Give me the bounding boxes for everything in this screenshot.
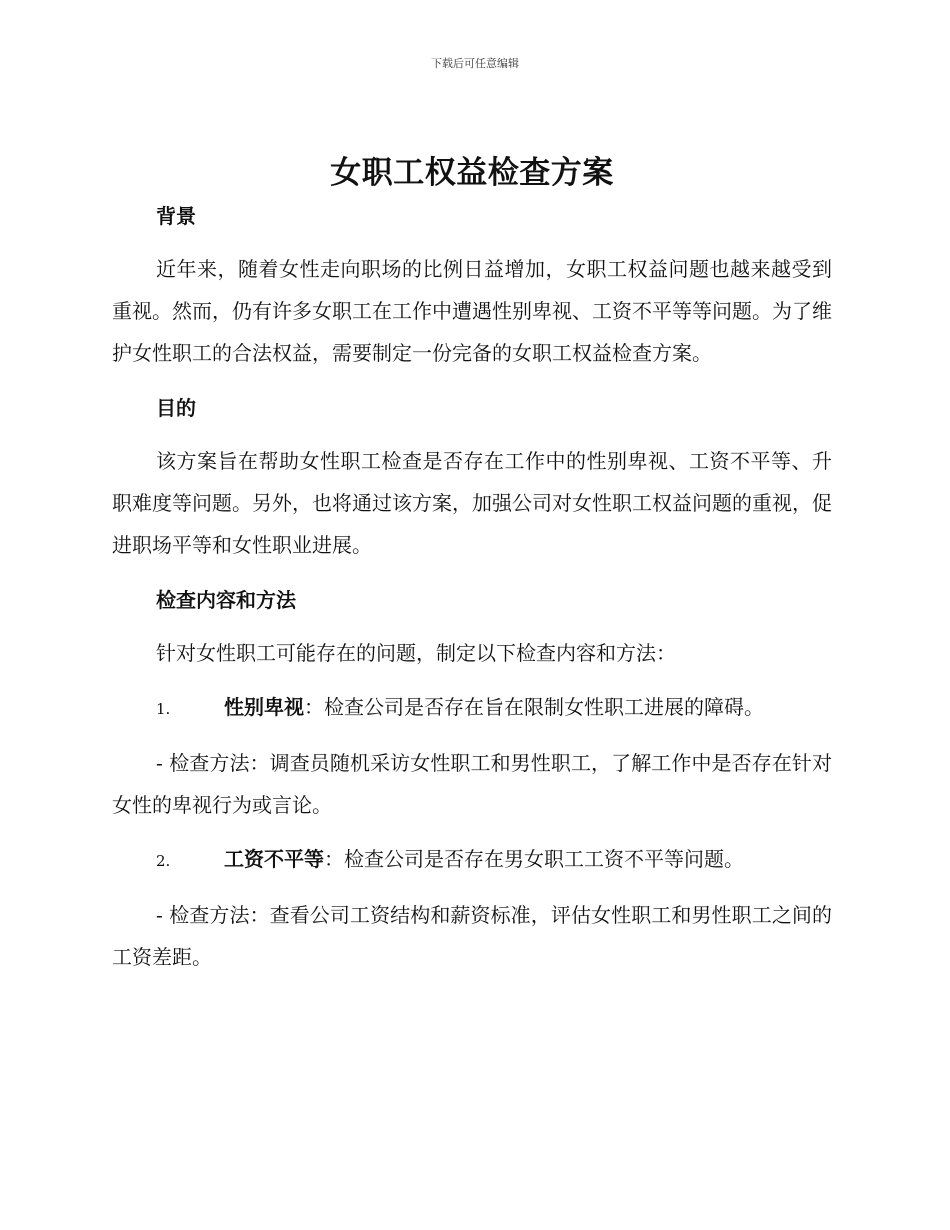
list-item-text: ：检查公司是否存在旨在限制女性职工进展的障碍。 bbox=[304, 695, 764, 719]
list-item-text: ：检查公司是否存在男女职工工资不平等问题。 bbox=[324, 847, 744, 871]
document-body bbox=[112, 150, 832, 978]
list-item-method: - 检查方法：调查员随机采访女性职工和男性职工，了解工作中是否存在针对女性的卑视行为或言论。 bbox=[112, 751, 832, 817]
section-heading-purpose: 目的 bbox=[156, 396, 196, 420]
page-header-note: 下载后可任意编辑 bbox=[431, 57, 519, 70]
purpose-paragraph: 该方案旨在帮助女性职工检查是否存在工作中的性别卑视、工资不平等、升职难度等问题。另外，也将通过该方案，加强公司对女性职工权益问题的重视，促进职场平等和女性职业进展。 bbox=[112, 449, 832, 557]
section-heading-methods: 检查内容和方法 bbox=[156, 588, 296, 612]
list-item-key: 工资不平等 bbox=[224, 847, 324, 871]
list-item-number: 2. bbox=[156, 852, 171, 870]
list-item-key: 性别卑视 bbox=[224, 695, 304, 719]
list-item-number: 1. bbox=[156, 700, 171, 718]
section-heading-background: 背景 bbox=[156, 204, 196, 228]
background-paragraph: 近年来，随着女性走向职场的比例日益增加，女职工权益问题也越来越受到重视。然而，仍有许多女职工在工作中遭遇性别卑视、工资不平等等问题。为了维护女性职工的合法权益，需要制定一份完备的女职工权益检查方案。 bbox=[112, 257, 832, 365]
list-item bbox=[112, 838, 832, 882]
methods-intro: 针对女性职工可能存在的问题，制定以下检查内容和方法： bbox=[156, 641, 676, 665]
list-item bbox=[112, 686, 832, 730]
document-title: 女职工权益检查方案 bbox=[330, 155, 614, 191]
list-item-method: - 检查方法：查看公司工资结构和薪资标准，评估女性职工和男性职工之间的工资差距。 bbox=[112, 903, 832, 969]
